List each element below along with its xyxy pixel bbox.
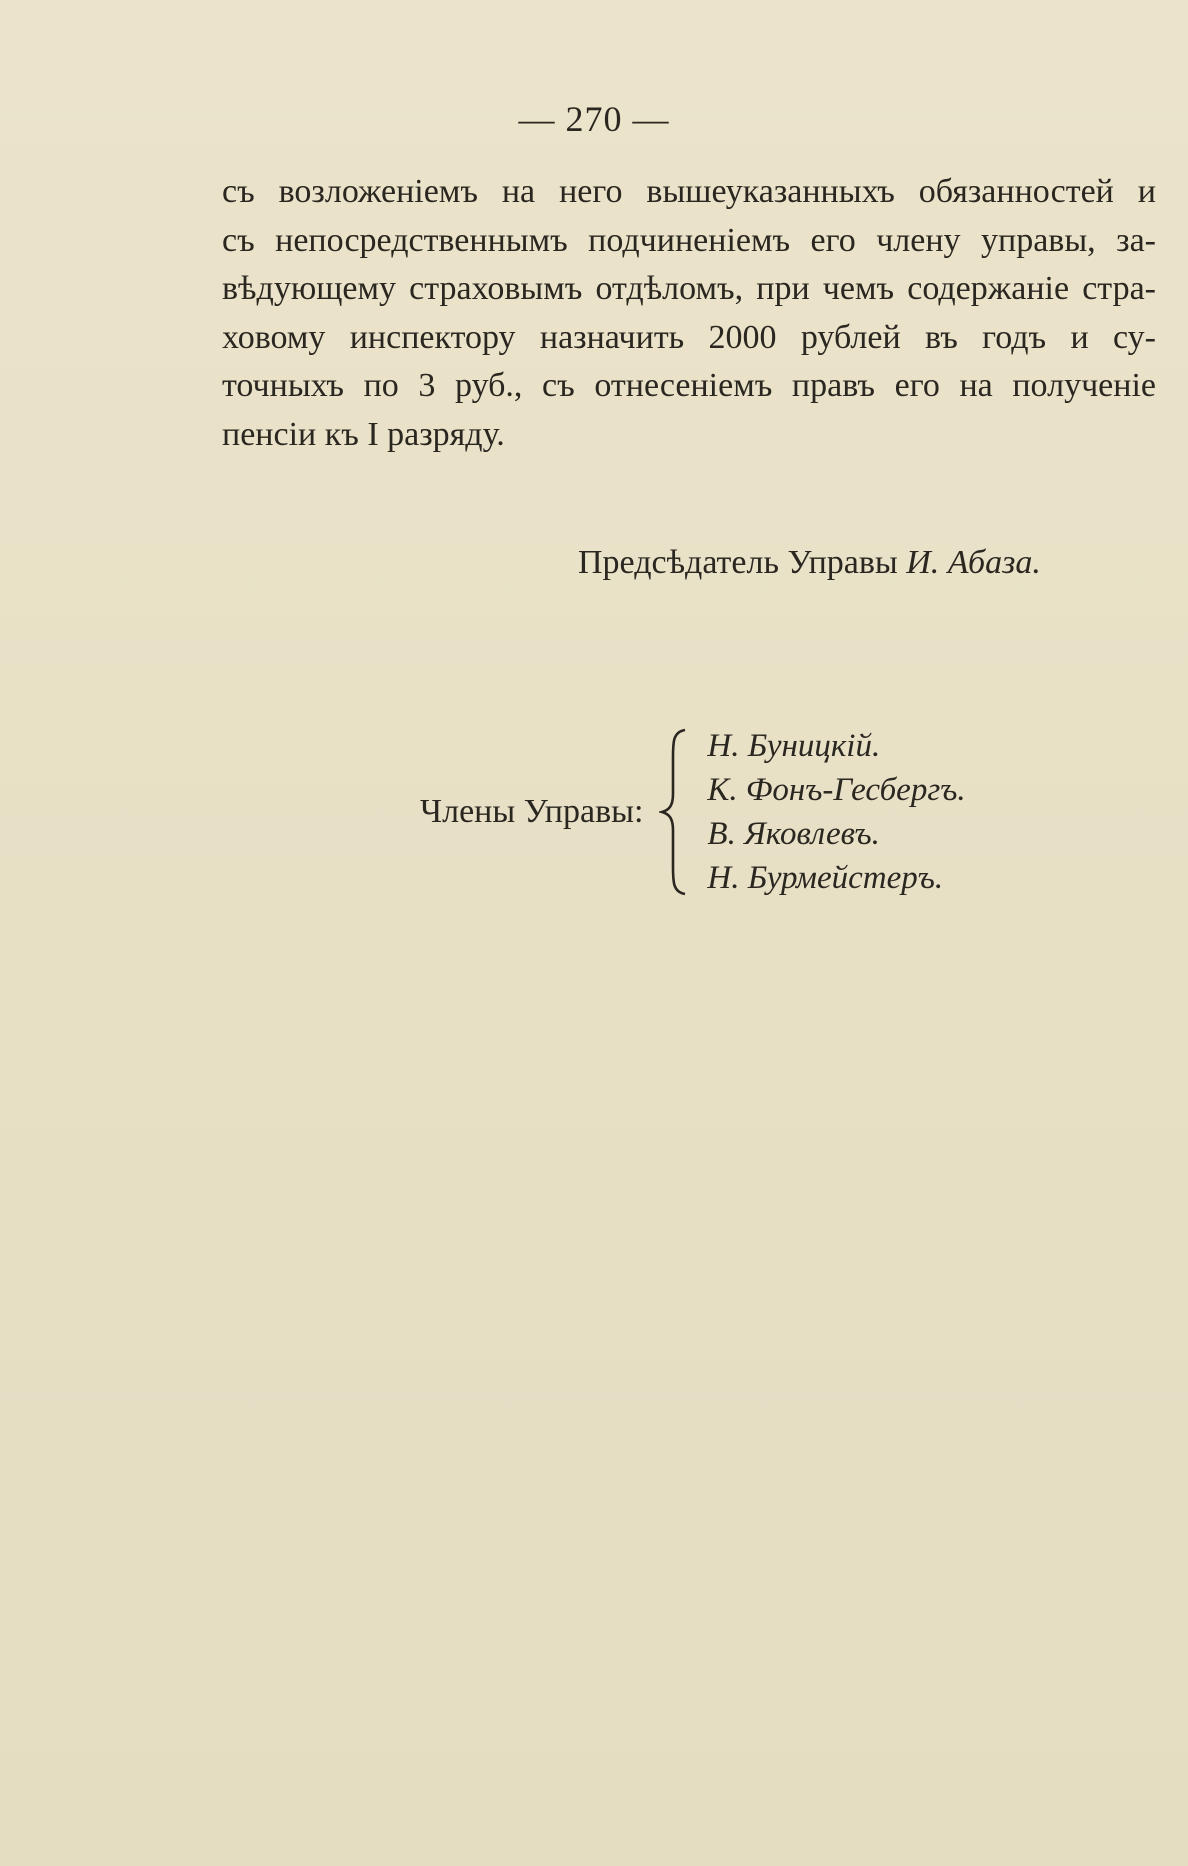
members-label: Члены Управы:	[420, 793, 644, 830]
member-name: Н. Бурмейстеръ.	[707, 860, 944, 896]
body-line: пенсiи къ I разряду.	[222, 415, 505, 453]
chairman-title: Предсѣдатель Управы	[578, 544, 898, 581]
body-paragraph	[222, 168, 1156, 459]
member-name: К. Фонъ-Гесбергъ.	[707, 772, 966, 808]
member-name: Н. Буницкiй.	[707, 728, 881, 764]
member-name: В. Яковлевъ.	[707, 816, 880, 852]
page-number: — 270 —	[518, 99, 670, 139]
body-line: вѣдующему страховымъ отдѣломъ, при чемъ содержанiе стра-	[222, 270, 1156, 307]
curly-brace-icon	[659, 728, 689, 896]
chairman-name: И. Абаза.	[906, 544, 1041, 581]
body-line: съ возложенiемъ на него вышеуказанныхъ обязанностей и	[222, 173, 1156, 210]
board-members-block	[420, 724, 966, 900]
body-line: точныхъ по 3 руб., съ отнесенiемъ правъ его на полученiе	[222, 367, 1156, 404]
body-line: ховому инспектору назначить 2000 рублей въ годъ и су-	[222, 318, 1156, 356]
members-list	[707, 724, 965, 900]
chairman-signature	[578, 544, 1041, 582]
body-line: съ непосредственнымъ подчиненiемъ его члену управы, за-	[222, 221, 1156, 259]
